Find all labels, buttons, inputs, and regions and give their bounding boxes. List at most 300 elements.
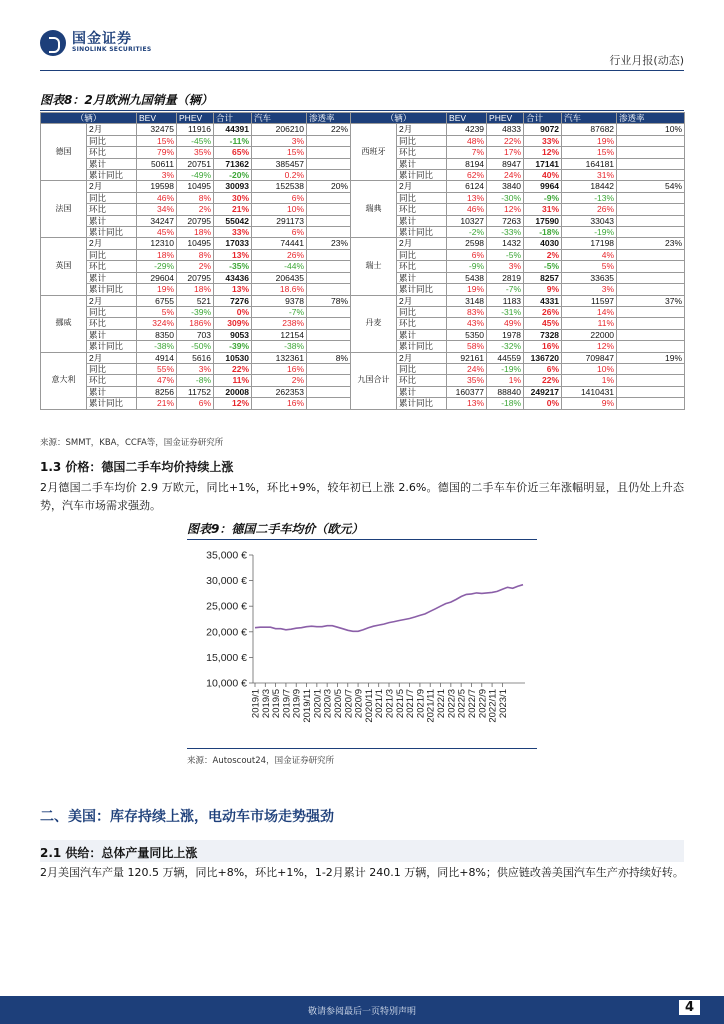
table-cell: 3% — [487, 261, 524, 272]
table-cell: -13% — [562, 192, 617, 203]
table-cell — [617, 363, 685, 374]
table-cell: -31% — [487, 306, 524, 317]
table-cell: 37% — [617, 295, 685, 306]
table-cell: 26% — [524, 306, 562, 317]
row-label: 累计 — [87, 386, 137, 397]
table-cell: 18% — [177, 227, 214, 238]
table-cell: 35% — [447, 375, 487, 386]
row-label: 累计同比 — [87, 398, 137, 409]
table-cell: 2819 — [487, 272, 524, 283]
table-cell: 4% — [562, 249, 617, 260]
logo-en-text: SINOLINK SECURITIES — [72, 46, 152, 54]
table-cell: 33043 — [562, 215, 617, 226]
table-cell: 15% — [137, 135, 177, 146]
col-header-total-left: 合计 — [214, 113, 252, 124]
table-cell: -33% — [487, 227, 524, 238]
x-tick-label: 2021/1 — [374, 689, 386, 719]
row-label: 累计同比 — [87, 341, 137, 352]
table-cell: 18.6% — [252, 284, 307, 295]
table-cell: 262353 — [252, 386, 307, 397]
table-cell — [617, 341, 685, 352]
row-label: 环比 — [87, 318, 137, 329]
table-cell: -5% — [487, 249, 524, 260]
table-cell — [307, 341, 351, 352]
table-cell: 20% — [307, 181, 351, 192]
table-cell: 12% — [487, 204, 524, 215]
region-name-left: 意大利 — [41, 352, 87, 409]
table-cell: -32% — [487, 341, 524, 352]
table-cell: 20795 — [177, 272, 214, 283]
x-tick-label: 2019/3 — [260, 689, 272, 719]
table-cell: 8194 — [447, 158, 487, 169]
row-label: 累计同比 — [397, 398, 447, 409]
table-cell: 92161 — [447, 352, 487, 363]
table-cell — [307, 398, 351, 409]
logo-cn-text: 国金证券 — [72, 31, 132, 47]
table-cell: 26% — [252, 249, 307, 260]
table-cell: -50% — [177, 341, 214, 352]
table-cell: 83% — [447, 306, 487, 317]
table-cell: 19598 — [137, 181, 177, 192]
table-cell: 1432 — [487, 238, 524, 249]
table-cell: 6% — [524, 363, 562, 374]
series-line-0 — [255, 585, 523, 632]
table-cell: 30% — [214, 192, 252, 203]
x-tick-label: 2019/1 — [250, 689, 262, 719]
table-cell — [307, 158, 351, 169]
table-cell — [307, 204, 351, 215]
table-cell: 9% — [524, 284, 562, 295]
table-cell — [617, 386, 685, 397]
table-cell: 78% — [307, 295, 351, 306]
table-cell: 47% — [137, 375, 177, 386]
x-tick-label: 2021/7 — [405, 689, 417, 719]
table-cell: 9072 — [524, 124, 562, 135]
row-label: 同比 — [87, 135, 137, 146]
region-name-right: 瑞士 — [351, 238, 397, 295]
row-label: 同比 — [397, 306, 447, 317]
table-cell: 0% — [524, 398, 562, 409]
table-cell: 23% — [617, 238, 685, 249]
table-cell — [617, 170, 685, 181]
figure9-source: 来源：Autoscout24，国金证券研究所 — [187, 756, 335, 766]
col-header-unit-right: （辆） — [351, 113, 447, 124]
figure9-bottom-rule — [187, 748, 537, 749]
table-cell: 22% — [487, 135, 524, 146]
table-cell — [617, 284, 685, 295]
table-cell: -8% — [177, 375, 214, 386]
table-cell: 11% — [214, 375, 252, 386]
table-cell — [617, 329, 685, 340]
x-tick-label: 2022/1 — [436, 689, 448, 719]
x-tick-label: 2023/1 — [497, 689, 509, 719]
table-cell: 18442 — [562, 181, 617, 192]
row-label: 环比 — [397, 204, 447, 215]
table-cell: 11916 — [177, 124, 214, 135]
row-label: 累计 — [397, 158, 447, 169]
table-cell: 3% — [562, 284, 617, 295]
table-cell: 4030 — [524, 238, 562, 249]
table-cell: 44391 — [214, 124, 252, 135]
table-cell: 45% — [137, 227, 177, 238]
table-cell: 22% — [307, 124, 351, 135]
table-cell: 35% — [177, 147, 214, 158]
col-header-total-right: 合计 — [524, 113, 562, 124]
table-cell: -7% — [487, 284, 524, 295]
row-label: 2月 — [87, 295, 137, 306]
table-cell: 11% — [562, 318, 617, 329]
x-tick-label: 2020/1 — [312, 689, 324, 719]
region-name-right: 西班牙 — [351, 124, 397, 181]
table-cell: -9% — [524, 192, 562, 203]
row-label: 同比 — [87, 192, 137, 203]
table-cell: 164181 — [562, 158, 617, 169]
row-label: 2月 — [397, 352, 447, 363]
row-label: 累计同比 — [397, 284, 447, 295]
figure8-rule — [40, 110, 684, 111]
row-label: 同比 — [87, 249, 137, 260]
table-cell: 16% — [524, 341, 562, 352]
table-cell: 7% — [447, 147, 487, 158]
table-cell: 3148 — [447, 295, 487, 306]
table-cell: -29% — [137, 261, 177, 272]
table-cell: 74441 — [252, 238, 307, 249]
table-cell: 3840 — [487, 181, 524, 192]
table-cell: 17198 — [562, 238, 617, 249]
table-cell: 24% — [487, 170, 524, 181]
table-cell: 13% — [214, 284, 252, 295]
table-cell: 3% — [137, 170, 177, 181]
table-cell: 10% — [562, 363, 617, 374]
table-cell: 309% — [214, 318, 252, 329]
table-cell: -9% — [447, 261, 487, 272]
table-cell: 11597 — [562, 295, 617, 306]
x-tick-label: 2019/7 — [281, 689, 293, 719]
table-cell: 29604 — [137, 272, 177, 283]
table-cell: 34% — [137, 204, 177, 215]
row-label: 累计 — [87, 215, 137, 226]
row-label: 2月 — [87, 181, 137, 192]
page-number: 4 — [679, 1000, 700, 1015]
table-cell: 87682 — [562, 124, 617, 135]
x-tick-label: 2020/11 — [363, 689, 375, 723]
table-cell — [307, 227, 351, 238]
table-cell: 5438 — [447, 272, 487, 283]
table-cell — [617, 398, 685, 409]
region-name-left: 德国 — [41, 124, 87, 181]
row-label: 环比 — [87, 204, 137, 215]
table-cell: 2598 — [447, 238, 487, 249]
section-1-3-paragraph: 2月德国二手车均价 2.9 万欧元，同比+1%，环比+9%，较年初已上涨 2.6%。德国的二手车车价近三年涨幅明显，且仍处上升态势，汽车市场需求强劲。 — [40, 481, 684, 512]
table-cell: 15% — [562, 147, 617, 158]
table-cell: -44% — [252, 261, 307, 272]
x-tick-label: 2020/7 — [343, 689, 355, 719]
table-cell: 10495 — [177, 238, 214, 249]
table-cell: 6755 — [137, 295, 177, 306]
row-label: 累计同比 — [87, 227, 137, 238]
table-cell: 186% — [177, 318, 214, 329]
table-cell: 22% — [524, 375, 562, 386]
table-cell: 6% — [447, 249, 487, 260]
row-label: 环比 — [397, 147, 447, 158]
table-cell: 30093 — [214, 181, 252, 192]
row-label: 2月 — [87, 352, 137, 363]
y-tick-label: 15,000 € — [206, 651, 247, 664]
table-cell: 152538 — [252, 181, 307, 192]
table-cell — [307, 386, 351, 397]
table-cell: 10530 — [214, 352, 252, 363]
table-cell — [307, 170, 351, 181]
row-label: 环比 — [397, 261, 447, 272]
table-cell: 20795 — [177, 215, 214, 226]
table-cell: 20008 — [214, 386, 252, 397]
table-cell — [617, 147, 685, 158]
figure9-rule — [187, 539, 537, 540]
used-car-price-chart — [187, 545, 537, 745]
table-cell: 7276 — [214, 295, 252, 306]
y-tick-label: 35,000 € — [206, 549, 247, 562]
table-cell: 0.2% — [252, 170, 307, 181]
table-cell: 19% — [617, 352, 685, 363]
x-tick-label: 2021/9 — [415, 689, 427, 719]
region-name-left: 法国 — [41, 181, 87, 238]
table-cell — [307, 215, 351, 226]
table-cell — [307, 261, 351, 272]
col-header-bev-left: BEV — [137, 113, 177, 124]
y-tick-label: 30,000 € — [206, 575, 247, 588]
table-cell: 6% — [252, 227, 307, 238]
table-cell — [307, 272, 351, 283]
table-cell: 79% — [137, 147, 177, 158]
region-name-right: 瑞典 — [351, 181, 397, 238]
table-cell: 12310 — [137, 238, 177, 249]
table-cell: -38% — [252, 341, 307, 352]
table-cell: 20751 — [177, 158, 214, 169]
row-label: 2月 — [397, 238, 447, 249]
table-cell: 1% — [487, 375, 524, 386]
row-label: 同比 — [397, 249, 447, 260]
table-cell — [617, 215, 685, 226]
row-label: 环比 — [87, 147, 137, 158]
table-cell: 6% — [177, 398, 214, 409]
header-divider — [40, 70, 684, 71]
table-cell: 12% — [562, 341, 617, 352]
table-cell: 16% — [252, 398, 307, 409]
table-cell: 291173 — [252, 215, 307, 226]
table-cell: 65% — [214, 147, 252, 158]
table-cell: 324% — [137, 318, 177, 329]
company-logo — [40, 30, 151, 56]
region-name-left: 挪威 — [41, 295, 87, 352]
table-cell: 17033 — [214, 238, 252, 249]
table-cell: -18% — [487, 398, 524, 409]
table-cell: 45% — [524, 318, 562, 329]
table-cell: -30% — [487, 192, 524, 203]
footer-disclaimer: 敬请参阅最后一页特别声明 — [307, 1007, 416, 1017]
table-cell: 24% — [447, 363, 487, 374]
table-cell: -20% — [214, 170, 252, 181]
table-cell: 13% — [447, 398, 487, 409]
table-cell — [307, 318, 351, 329]
table-cell: 46% — [447, 204, 487, 215]
region-name-right: 丹麦 — [351, 295, 397, 352]
table-cell: 2% — [177, 261, 214, 272]
table-cell: 4239 — [447, 124, 487, 135]
row-label: 累计 — [397, 329, 447, 340]
table-cell — [307, 329, 351, 340]
x-tick-label: 2021/3 — [384, 689, 396, 719]
table-cell: 206435 — [252, 272, 307, 283]
col-header-car-right: 汽车 — [562, 113, 617, 124]
table-cell — [307, 147, 351, 158]
table-cell: -7% — [252, 306, 307, 317]
table-cell — [307, 249, 351, 260]
row-label: 环比 — [87, 261, 137, 272]
figure8-source: 来源：SMMT，KBA，CCFA等，国金证券研究所 — [40, 438, 224, 448]
table-cell: 19% — [562, 135, 617, 146]
table-cell: 160377 — [447, 386, 487, 397]
table-row — [41, 124, 685, 135]
table-cell — [617, 227, 685, 238]
row-label: 累计同比 — [397, 170, 447, 181]
table-cell: -38% — [137, 341, 177, 352]
x-tick-label: 2019/9 — [291, 689, 303, 719]
section-1-3-title: 1.3 价格：德国二手车均价持续上涨 — [40, 460, 234, 474]
table-cell: 8947 — [487, 158, 524, 169]
row-label: 2月 — [397, 124, 447, 135]
row-label: 同比 — [397, 363, 447, 374]
table-cell: 19% — [137, 284, 177, 295]
row-label: 累计同比 — [397, 227, 447, 238]
table-cell: 31% — [524, 204, 562, 215]
table-cell: 19% — [447, 284, 487, 295]
table-cell: 5% — [562, 261, 617, 272]
table-cell: 12% — [214, 398, 252, 409]
x-tick-label: 2022/11 — [487, 689, 499, 723]
col-header-car-left: 汽车 — [252, 113, 307, 124]
table-cell: -49% — [177, 170, 214, 181]
table-row — [41, 352, 685, 363]
x-tick-label: 2019/11 — [302, 689, 314, 723]
table-cell: 9053 — [214, 329, 252, 340]
row-label: 环比 — [397, 375, 447, 386]
table-cell — [307, 135, 351, 146]
table-cell: 1978 — [487, 329, 524, 340]
table-cell: 22000 — [562, 329, 617, 340]
x-tick-label: 2022/3 — [446, 689, 458, 719]
col-header-bev-right: BEV — [447, 113, 487, 124]
table-cell: 8257 — [524, 272, 562, 283]
table-cell: -45% — [177, 135, 214, 146]
table-cell: 49% — [487, 318, 524, 329]
table-cell: 12154 — [252, 329, 307, 340]
table-cell: 9964 — [524, 181, 562, 192]
row-label: 2月 — [87, 238, 137, 249]
table-cell: 8256 — [137, 386, 177, 397]
table-cell: 1% — [562, 375, 617, 386]
table-cell — [617, 249, 685, 260]
table-cell: 6124 — [447, 181, 487, 192]
col-header-phev-left: PHEV — [177, 113, 214, 124]
table-cell: 32475 — [137, 124, 177, 135]
table-cell: 14% — [562, 306, 617, 317]
table-cell: 55042 — [214, 215, 252, 226]
table-cell: 13% — [447, 192, 487, 203]
table-cell: 31% — [562, 170, 617, 181]
section-2-1-paragraph: 2月美国汽车产量 120.5 万辆，同比+8%，环比+1%，1-2月累计 240.1 万辆，同比+8%；供应链改善美国汽车生产亦持续好转。 — [40, 866, 684, 879]
table-cell: 9378 — [252, 295, 307, 306]
table-cell: 8% — [307, 352, 351, 363]
col-header-phev-right: PHEV — [487, 113, 524, 124]
table-cell: 8% — [177, 192, 214, 203]
table-cell: 703 — [177, 329, 214, 340]
table-cell: 709847 — [562, 352, 617, 363]
x-tick-label: 2020/3 — [322, 689, 334, 719]
row-label: 环比 — [87, 375, 137, 386]
table-cell: 6% — [252, 192, 307, 203]
table-cell: 4331 — [524, 295, 562, 306]
table-cell: 9% — [562, 398, 617, 409]
table-cell: 18% — [177, 284, 214, 295]
x-tick-label: 2020/9 — [353, 689, 365, 719]
table-cell: 22% — [214, 363, 252, 374]
table-cell: 11752 — [177, 386, 214, 397]
row-label: 累计同比 — [397, 341, 447, 352]
table-cell: 33% — [524, 135, 562, 146]
row-label: 2月 — [397, 181, 447, 192]
table-cell — [617, 375, 685, 386]
col-header-penetration-right: 渗透率 — [617, 113, 685, 124]
table-cell — [617, 306, 685, 317]
row-label: 同比 — [397, 192, 447, 203]
table-cell: -11% — [214, 135, 252, 146]
x-tick-label: 2019/5 — [271, 689, 283, 719]
table-cell — [307, 306, 351, 317]
section-2-title: 二、美国：库存持续上涨，电动车市场走势强劲 — [40, 809, 334, 825]
table-cell: 13% — [214, 249, 252, 260]
x-tick-label: 2022/9 — [477, 689, 489, 719]
table-cell: 50611 — [137, 158, 177, 169]
table-cell: -2% — [447, 227, 487, 238]
x-tick-label: 2020/5 — [332, 689, 344, 719]
table-cell: 8% — [177, 249, 214, 260]
table-cell: 33635 — [562, 272, 617, 283]
figure8-title: 图表8：2月欧洲九国销量（辆） — [40, 93, 213, 107]
table-cell: 4914 — [137, 352, 177, 363]
row-label: 累计同比 — [87, 170, 137, 181]
col-header-penetration-left: 渗透率 — [307, 113, 351, 124]
table-cell — [307, 284, 351, 295]
row-label: 累计 — [397, 272, 447, 283]
table-cell: 34247 — [137, 215, 177, 226]
table-cell: 0% — [214, 306, 252, 317]
table-row — [41, 295, 685, 306]
table-cell: 17590 — [524, 215, 562, 226]
table-cell: 40% — [524, 170, 562, 181]
row-label: 累计 — [87, 329, 137, 340]
row-label: 累计 — [87, 272, 137, 283]
table-cell: -19% — [487, 363, 524, 374]
table-cell: 10% — [252, 204, 307, 215]
y-tick-label: 20,000 € — [206, 626, 247, 639]
table-cell: 21% — [137, 398, 177, 409]
table-cell: 55% — [137, 363, 177, 374]
table-cell: -39% — [177, 306, 214, 317]
table-cell: 48% — [447, 135, 487, 146]
row-label: 同比 — [87, 306, 137, 317]
table-cell: 5350 — [447, 329, 487, 340]
table-cell: 15% — [252, 147, 307, 158]
